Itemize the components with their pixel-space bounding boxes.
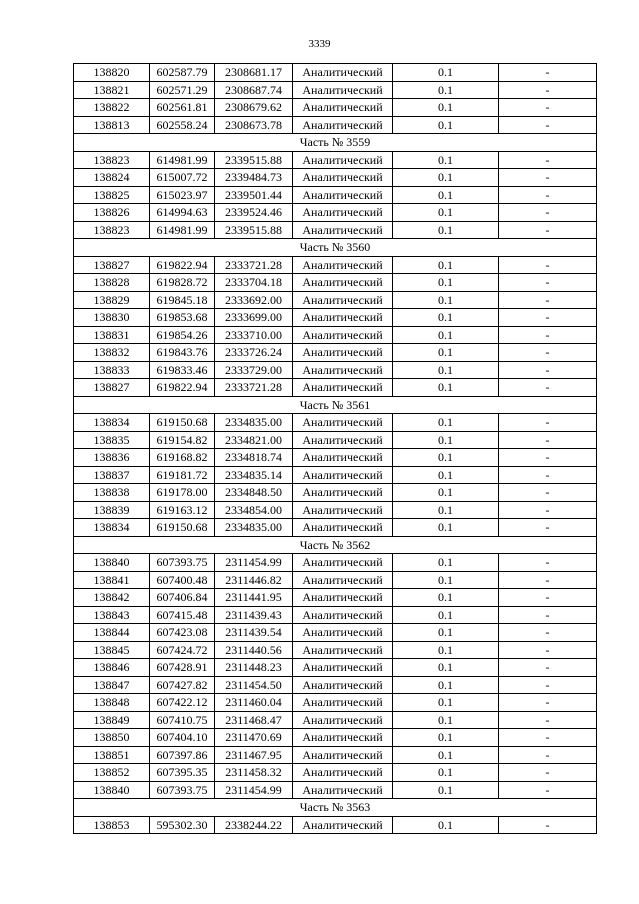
y-coordinate-cell: 2311470.69 bbox=[215, 729, 293, 747]
y-coordinate-cell: 2339501.44 bbox=[215, 186, 293, 204]
y-coordinate-cell: 2311439.54 bbox=[215, 624, 293, 642]
accuracy-cell: 0.1 bbox=[393, 449, 499, 467]
table-row bbox=[74, 554, 597, 572]
x-coordinate-cell: 607415.48 bbox=[150, 606, 215, 624]
note-cell: - bbox=[499, 186, 597, 204]
point-id-cell: 138836 bbox=[74, 449, 150, 467]
table-row bbox=[74, 624, 597, 642]
method-cell: Аналитический bbox=[293, 274, 393, 292]
section-title: Часть № 3563 bbox=[74, 799, 597, 817]
accuracy-cell: 0.1 bbox=[393, 729, 499, 747]
table-row bbox=[74, 781, 597, 799]
table-row bbox=[74, 589, 597, 607]
x-coordinate-cell: 619828.72 bbox=[150, 274, 215, 292]
section-header-row bbox=[74, 239, 597, 257]
accuracy-cell: 0.1 bbox=[393, 414, 499, 432]
table-row bbox=[74, 606, 597, 624]
point-id-cell: 138833 bbox=[74, 361, 150, 379]
section-title: Часть № 3562 bbox=[74, 536, 597, 554]
accuracy-cell: 0.1 bbox=[393, 676, 499, 694]
note-cell: - bbox=[499, 204, 597, 222]
method-cell: Аналитический bbox=[293, 344, 393, 362]
table-row bbox=[74, 676, 597, 694]
method-cell: Аналитический bbox=[293, 186, 393, 204]
point-id-cell: 138813 bbox=[74, 116, 150, 134]
y-coordinate-cell: 2308679.62 bbox=[215, 99, 293, 117]
table-row bbox=[74, 379, 597, 397]
x-coordinate-cell: 614981.99 bbox=[150, 221, 215, 239]
y-coordinate-cell: 2311441.95 bbox=[215, 589, 293, 607]
accuracy-cell: 0.1 bbox=[393, 641, 499, 659]
section-header-row bbox=[74, 536, 597, 554]
note-cell: - bbox=[499, 221, 597, 239]
x-coordinate-cell: 619845.18 bbox=[150, 291, 215, 309]
accuracy-cell: 0.1 bbox=[393, 81, 499, 99]
x-coordinate-cell: 607400.48 bbox=[150, 571, 215, 589]
y-coordinate-cell: 2333729.00 bbox=[215, 361, 293, 379]
point-id-cell: 138844 bbox=[74, 624, 150, 642]
x-coordinate-cell: 619181.72 bbox=[150, 466, 215, 484]
accuracy-cell: 0.1 bbox=[393, 274, 499, 292]
section-title: Часть № 3559 bbox=[74, 134, 597, 152]
y-coordinate-cell: 2334818.74 bbox=[215, 449, 293, 467]
table-row bbox=[74, 116, 597, 134]
note-cell: - bbox=[499, 81, 597, 99]
note-cell: - bbox=[499, 624, 597, 642]
note-cell: - bbox=[499, 641, 597, 659]
point-id-cell: 138842 bbox=[74, 589, 150, 607]
note-cell: - bbox=[499, 379, 597, 397]
y-coordinate-cell: 2311454.99 bbox=[215, 554, 293, 572]
x-coordinate-cell: 619168.82 bbox=[150, 449, 215, 467]
table-row bbox=[74, 204, 597, 222]
note-cell: - bbox=[499, 344, 597, 362]
method-cell: Аналитический bbox=[293, 589, 393, 607]
x-coordinate-cell: 607406.84 bbox=[150, 589, 215, 607]
note-cell: - bbox=[499, 729, 597, 747]
y-coordinate-cell: 2308673.78 bbox=[215, 116, 293, 134]
y-coordinate-cell: 2308681.17 bbox=[215, 64, 293, 82]
y-coordinate-cell: 2334835.14 bbox=[215, 466, 293, 484]
point-id-cell: 138853 bbox=[74, 816, 150, 834]
table-row bbox=[74, 64, 597, 82]
method-cell: Аналитический bbox=[293, 519, 393, 537]
x-coordinate-cell: 615023.97 bbox=[150, 186, 215, 204]
note-cell: - bbox=[499, 676, 597, 694]
y-coordinate-cell: 2333704.18 bbox=[215, 274, 293, 292]
point-id-cell: 138820 bbox=[74, 64, 150, 82]
y-coordinate-cell: 2333721.28 bbox=[215, 379, 293, 397]
method-cell: Аналитический bbox=[293, 764, 393, 782]
accuracy-cell: 0.1 bbox=[393, 116, 499, 134]
accuracy-cell: 0.1 bbox=[393, 519, 499, 537]
x-coordinate-cell: 607428.91 bbox=[150, 659, 215, 677]
accuracy-cell: 0.1 bbox=[393, 221, 499, 239]
x-coordinate-cell: 607395.35 bbox=[150, 764, 215, 782]
accuracy-cell: 0.1 bbox=[393, 589, 499, 607]
table-row bbox=[74, 484, 597, 502]
table-row bbox=[74, 519, 597, 537]
coordinates-table bbox=[73, 63, 597, 834]
note-cell: - bbox=[499, 554, 597, 572]
point-id-cell: 138827 bbox=[74, 379, 150, 397]
x-coordinate-cell: 607397.86 bbox=[150, 746, 215, 764]
x-coordinate-cell: 607422.12 bbox=[150, 694, 215, 712]
method-cell: Аналитический bbox=[293, 99, 393, 117]
note-cell: - bbox=[499, 659, 597, 677]
point-id-cell: 138839 bbox=[74, 501, 150, 519]
x-coordinate-cell: 607424.72 bbox=[150, 641, 215, 659]
x-coordinate-cell: 614994.63 bbox=[150, 204, 215, 222]
method-cell: Аналитический bbox=[293, 729, 393, 747]
accuracy-cell: 0.1 bbox=[393, 256, 499, 274]
x-coordinate-cell: 619178.00 bbox=[150, 484, 215, 502]
y-coordinate-cell: 2333710.00 bbox=[215, 326, 293, 344]
x-coordinate-cell: 602561.81 bbox=[150, 99, 215, 117]
accuracy-cell: 0.1 bbox=[393, 151, 499, 169]
y-coordinate-cell: 2339524.46 bbox=[215, 204, 293, 222]
x-coordinate-cell: 614981.99 bbox=[150, 151, 215, 169]
point-id-cell: 138847 bbox=[74, 676, 150, 694]
point-id-cell: 138824 bbox=[74, 169, 150, 187]
method-cell: Аналитический bbox=[293, 746, 393, 764]
x-coordinate-cell: 607427.82 bbox=[150, 676, 215, 694]
point-id-cell: 138829 bbox=[74, 291, 150, 309]
note-cell: - bbox=[499, 256, 597, 274]
accuracy-cell: 0.1 bbox=[393, 606, 499, 624]
method-cell: Аналитический bbox=[293, 816, 393, 834]
point-id-cell: 138835 bbox=[74, 431, 150, 449]
x-coordinate-cell: 607393.75 bbox=[150, 554, 215, 572]
table-row bbox=[74, 659, 597, 677]
table-row bbox=[74, 501, 597, 519]
method-cell: Аналитический bbox=[293, 151, 393, 169]
table-body bbox=[74, 64, 597, 834]
table-row bbox=[74, 361, 597, 379]
y-coordinate-cell: 2311468.47 bbox=[215, 711, 293, 729]
x-coordinate-cell: 619150.68 bbox=[150, 519, 215, 537]
note-cell: - bbox=[499, 309, 597, 327]
table-row bbox=[74, 466, 597, 484]
point-id-cell: 138825 bbox=[74, 186, 150, 204]
method-cell: Аналитический bbox=[293, 431, 393, 449]
table-row bbox=[74, 816, 597, 834]
note-cell: - bbox=[499, 501, 597, 519]
method-cell: Аналитический bbox=[293, 221, 393, 239]
note-cell: - bbox=[499, 274, 597, 292]
point-id-cell: 138831 bbox=[74, 326, 150, 344]
method-cell: Аналитический bbox=[293, 309, 393, 327]
accuracy-cell: 0.1 bbox=[393, 379, 499, 397]
method-cell: Аналитический bbox=[293, 116, 393, 134]
method-cell: Аналитический bbox=[293, 81, 393, 99]
table-row bbox=[74, 694, 597, 712]
point-id-cell: 138840 bbox=[74, 781, 150, 799]
x-coordinate-cell: 602571.29 bbox=[150, 81, 215, 99]
point-id-cell: 138832 bbox=[74, 344, 150, 362]
method-cell: Аналитический bbox=[293, 449, 393, 467]
x-coordinate-cell: 607404.10 bbox=[150, 729, 215, 747]
accuracy-cell: 0.1 bbox=[393, 781, 499, 799]
note-cell: - bbox=[499, 151, 597, 169]
y-coordinate-cell: 2334835.00 bbox=[215, 519, 293, 537]
page-number: 3339 bbox=[308, 38, 331, 50]
note-cell: - bbox=[499, 711, 597, 729]
y-coordinate-cell: 2311446.82 bbox=[215, 571, 293, 589]
section-header-row bbox=[74, 134, 597, 152]
accuracy-cell: 0.1 bbox=[393, 816, 499, 834]
accuracy-cell: 0.1 bbox=[393, 746, 499, 764]
accuracy-cell: 0.1 bbox=[393, 344, 499, 362]
method-cell: Аналитический bbox=[293, 659, 393, 677]
accuracy-cell: 0.1 bbox=[393, 624, 499, 642]
point-id-cell: 138848 bbox=[74, 694, 150, 712]
table-row bbox=[74, 169, 597, 187]
x-coordinate-cell: 619154.82 bbox=[150, 431, 215, 449]
method-cell: Аналитический bbox=[293, 256, 393, 274]
accuracy-cell: 0.1 bbox=[393, 64, 499, 82]
table-row bbox=[74, 431, 597, 449]
table-row bbox=[74, 641, 597, 659]
table-row bbox=[74, 151, 597, 169]
accuracy-cell: 0.1 bbox=[393, 431, 499, 449]
table-row bbox=[74, 449, 597, 467]
table-row bbox=[74, 81, 597, 99]
point-id-cell: 138850 bbox=[74, 729, 150, 747]
y-coordinate-cell: 2333699.00 bbox=[215, 309, 293, 327]
accuracy-cell: 0.1 bbox=[393, 204, 499, 222]
point-id-cell: 138828 bbox=[74, 274, 150, 292]
table-row bbox=[74, 309, 597, 327]
point-id-cell: 138852 bbox=[74, 764, 150, 782]
x-coordinate-cell: 619853.68 bbox=[150, 309, 215, 327]
x-coordinate-cell: 619150.68 bbox=[150, 414, 215, 432]
point-id-cell: 138821 bbox=[74, 81, 150, 99]
note-cell: - bbox=[499, 431, 597, 449]
note-cell: - bbox=[499, 64, 597, 82]
x-coordinate-cell: 602558.24 bbox=[150, 116, 215, 134]
x-coordinate-cell: 602587.79 bbox=[150, 64, 215, 82]
note-cell: - bbox=[499, 816, 597, 834]
x-coordinate-cell: 619163.12 bbox=[150, 501, 215, 519]
y-coordinate-cell: 2311448.23 bbox=[215, 659, 293, 677]
note-cell: - bbox=[499, 449, 597, 467]
method-cell: Аналитический bbox=[293, 64, 393, 82]
x-coordinate-cell: 607393.75 bbox=[150, 781, 215, 799]
x-coordinate-cell: 607410.75 bbox=[150, 711, 215, 729]
point-id-cell: 138851 bbox=[74, 746, 150, 764]
method-cell: Аналитический bbox=[293, 204, 393, 222]
x-coordinate-cell: 615007.72 bbox=[150, 169, 215, 187]
point-id-cell: 138837 bbox=[74, 466, 150, 484]
point-id-cell: 138830 bbox=[74, 309, 150, 327]
method-cell: Аналитический bbox=[293, 606, 393, 624]
point-id-cell: 138849 bbox=[74, 711, 150, 729]
note-cell: - bbox=[499, 291, 597, 309]
table-row bbox=[74, 274, 597, 292]
y-coordinate-cell: 2311440.56 bbox=[215, 641, 293, 659]
accuracy-cell: 0.1 bbox=[393, 554, 499, 572]
note-cell: - bbox=[499, 606, 597, 624]
point-id-cell: 138826 bbox=[74, 204, 150, 222]
note-cell: - bbox=[499, 519, 597, 537]
accuracy-cell: 0.1 bbox=[393, 466, 499, 484]
y-coordinate-cell: 2311458.32 bbox=[215, 764, 293, 782]
x-coordinate-cell: 607423.08 bbox=[150, 624, 215, 642]
y-coordinate-cell: 2339515.88 bbox=[215, 151, 293, 169]
x-coordinate-cell: 619822.94 bbox=[150, 256, 215, 274]
accuracy-cell: 0.1 bbox=[393, 659, 499, 677]
accuracy-cell: 0.1 bbox=[393, 694, 499, 712]
note-cell: - bbox=[499, 414, 597, 432]
accuracy-cell: 0.1 bbox=[393, 186, 499, 204]
x-coordinate-cell: 619854.26 bbox=[150, 326, 215, 344]
method-cell: Аналитический bbox=[293, 466, 393, 484]
method-cell: Аналитический bbox=[293, 326, 393, 344]
point-id-cell: 138846 bbox=[74, 659, 150, 677]
table-row bbox=[74, 344, 597, 362]
note-cell: - bbox=[499, 781, 597, 799]
method-cell: Аналитический bbox=[293, 291, 393, 309]
point-id-cell: 138823 bbox=[74, 151, 150, 169]
note-cell: - bbox=[499, 116, 597, 134]
table-row bbox=[74, 326, 597, 344]
accuracy-cell: 0.1 bbox=[393, 169, 499, 187]
note-cell: - bbox=[499, 589, 597, 607]
note-cell: - bbox=[499, 764, 597, 782]
note-cell: - bbox=[499, 99, 597, 117]
table-row bbox=[74, 764, 597, 782]
y-coordinate-cell: 2339515.88 bbox=[215, 221, 293, 239]
section-title: Часть № 3561 bbox=[74, 396, 597, 414]
table-row bbox=[74, 221, 597, 239]
note-cell: - bbox=[499, 361, 597, 379]
note-cell: - bbox=[499, 746, 597, 764]
y-coordinate-cell: 2334854.00 bbox=[215, 501, 293, 519]
y-coordinate-cell: 2334821.00 bbox=[215, 431, 293, 449]
y-coordinate-cell: 2311454.99 bbox=[215, 781, 293, 799]
section-header-row bbox=[74, 799, 597, 817]
point-id-cell: 138838 bbox=[74, 484, 150, 502]
accuracy-cell: 0.1 bbox=[393, 711, 499, 729]
accuracy-cell: 0.1 bbox=[393, 484, 499, 502]
method-cell: Аналитический bbox=[293, 711, 393, 729]
point-id-cell: 138827 bbox=[74, 256, 150, 274]
y-coordinate-cell: 2338244.22 bbox=[215, 816, 293, 834]
method-cell: Аналитический bbox=[293, 379, 393, 397]
table-row bbox=[74, 99, 597, 117]
accuracy-cell: 0.1 bbox=[393, 291, 499, 309]
method-cell: Аналитический bbox=[293, 484, 393, 502]
note-cell: - bbox=[499, 466, 597, 484]
y-coordinate-cell: 2311467.95 bbox=[215, 746, 293, 764]
point-id-cell: 138834 bbox=[74, 414, 150, 432]
method-cell: Аналитический bbox=[293, 554, 393, 572]
table-row bbox=[74, 256, 597, 274]
method-cell: Аналитический bbox=[293, 676, 393, 694]
x-coordinate-cell: 595302.30 bbox=[150, 816, 215, 834]
accuracy-cell: 0.1 bbox=[393, 99, 499, 117]
table-row bbox=[74, 729, 597, 747]
method-cell: Аналитический bbox=[293, 571, 393, 589]
accuracy-cell: 0.1 bbox=[393, 309, 499, 327]
accuracy-cell: 0.1 bbox=[393, 326, 499, 344]
point-id-cell: 138843 bbox=[74, 606, 150, 624]
y-coordinate-cell: 2333721.28 bbox=[215, 256, 293, 274]
method-cell: Аналитический bbox=[293, 414, 393, 432]
y-coordinate-cell: 2339484.73 bbox=[215, 169, 293, 187]
x-coordinate-cell: 619843.76 bbox=[150, 344, 215, 362]
method-cell: Аналитический bbox=[293, 501, 393, 519]
table-row bbox=[74, 571, 597, 589]
y-coordinate-cell: 2308687.74 bbox=[215, 81, 293, 99]
accuracy-cell: 0.1 bbox=[393, 571, 499, 589]
method-cell: Аналитический bbox=[293, 361, 393, 379]
y-coordinate-cell: 2311460.04 bbox=[215, 694, 293, 712]
table-row bbox=[74, 186, 597, 204]
x-coordinate-cell: 619833.46 bbox=[150, 361, 215, 379]
point-id-cell: 138834 bbox=[74, 519, 150, 537]
y-coordinate-cell: 2333692.00 bbox=[215, 291, 293, 309]
y-coordinate-cell: 2333726.24 bbox=[215, 344, 293, 362]
accuracy-cell: 0.1 bbox=[393, 361, 499, 379]
point-id-cell: 138822 bbox=[74, 99, 150, 117]
method-cell: Аналитический bbox=[293, 624, 393, 642]
x-coordinate-cell: 619822.94 bbox=[150, 379, 215, 397]
table-row bbox=[74, 711, 597, 729]
point-id-cell: 138840 bbox=[74, 554, 150, 572]
note-cell: - bbox=[499, 169, 597, 187]
y-coordinate-cell: 2334848.50 bbox=[215, 484, 293, 502]
y-coordinate-cell: 2311439.43 bbox=[215, 606, 293, 624]
table-row bbox=[74, 414, 597, 432]
note-cell: - bbox=[499, 326, 597, 344]
point-id-cell: 138841 bbox=[74, 571, 150, 589]
y-coordinate-cell: 2311454.50 bbox=[215, 676, 293, 694]
table-row bbox=[74, 746, 597, 764]
method-cell: Аналитический bbox=[293, 169, 393, 187]
method-cell: Аналитический bbox=[293, 641, 393, 659]
method-cell: Аналитический bbox=[293, 781, 393, 799]
accuracy-cell: 0.1 bbox=[393, 501, 499, 519]
table-row bbox=[74, 291, 597, 309]
accuracy-cell: 0.1 bbox=[393, 764, 499, 782]
note-cell: - bbox=[499, 571, 597, 589]
note-cell: - bbox=[499, 484, 597, 502]
point-id-cell: 138823 bbox=[74, 221, 150, 239]
y-coordinate-cell: 2334835.00 bbox=[215, 414, 293, 432]
section-header-row bbox=[74, 396, 597, 414]
point-id-cell: 138845 bbox=[74, 641, 150, 659]
method-cell: Аналитический bbox=[293, 694, 393, 712]
section-title: Часть № 3560 bbox=[74, 239, 597, 257]
note-cell: - bbox=[499, 694, 597, 712]
